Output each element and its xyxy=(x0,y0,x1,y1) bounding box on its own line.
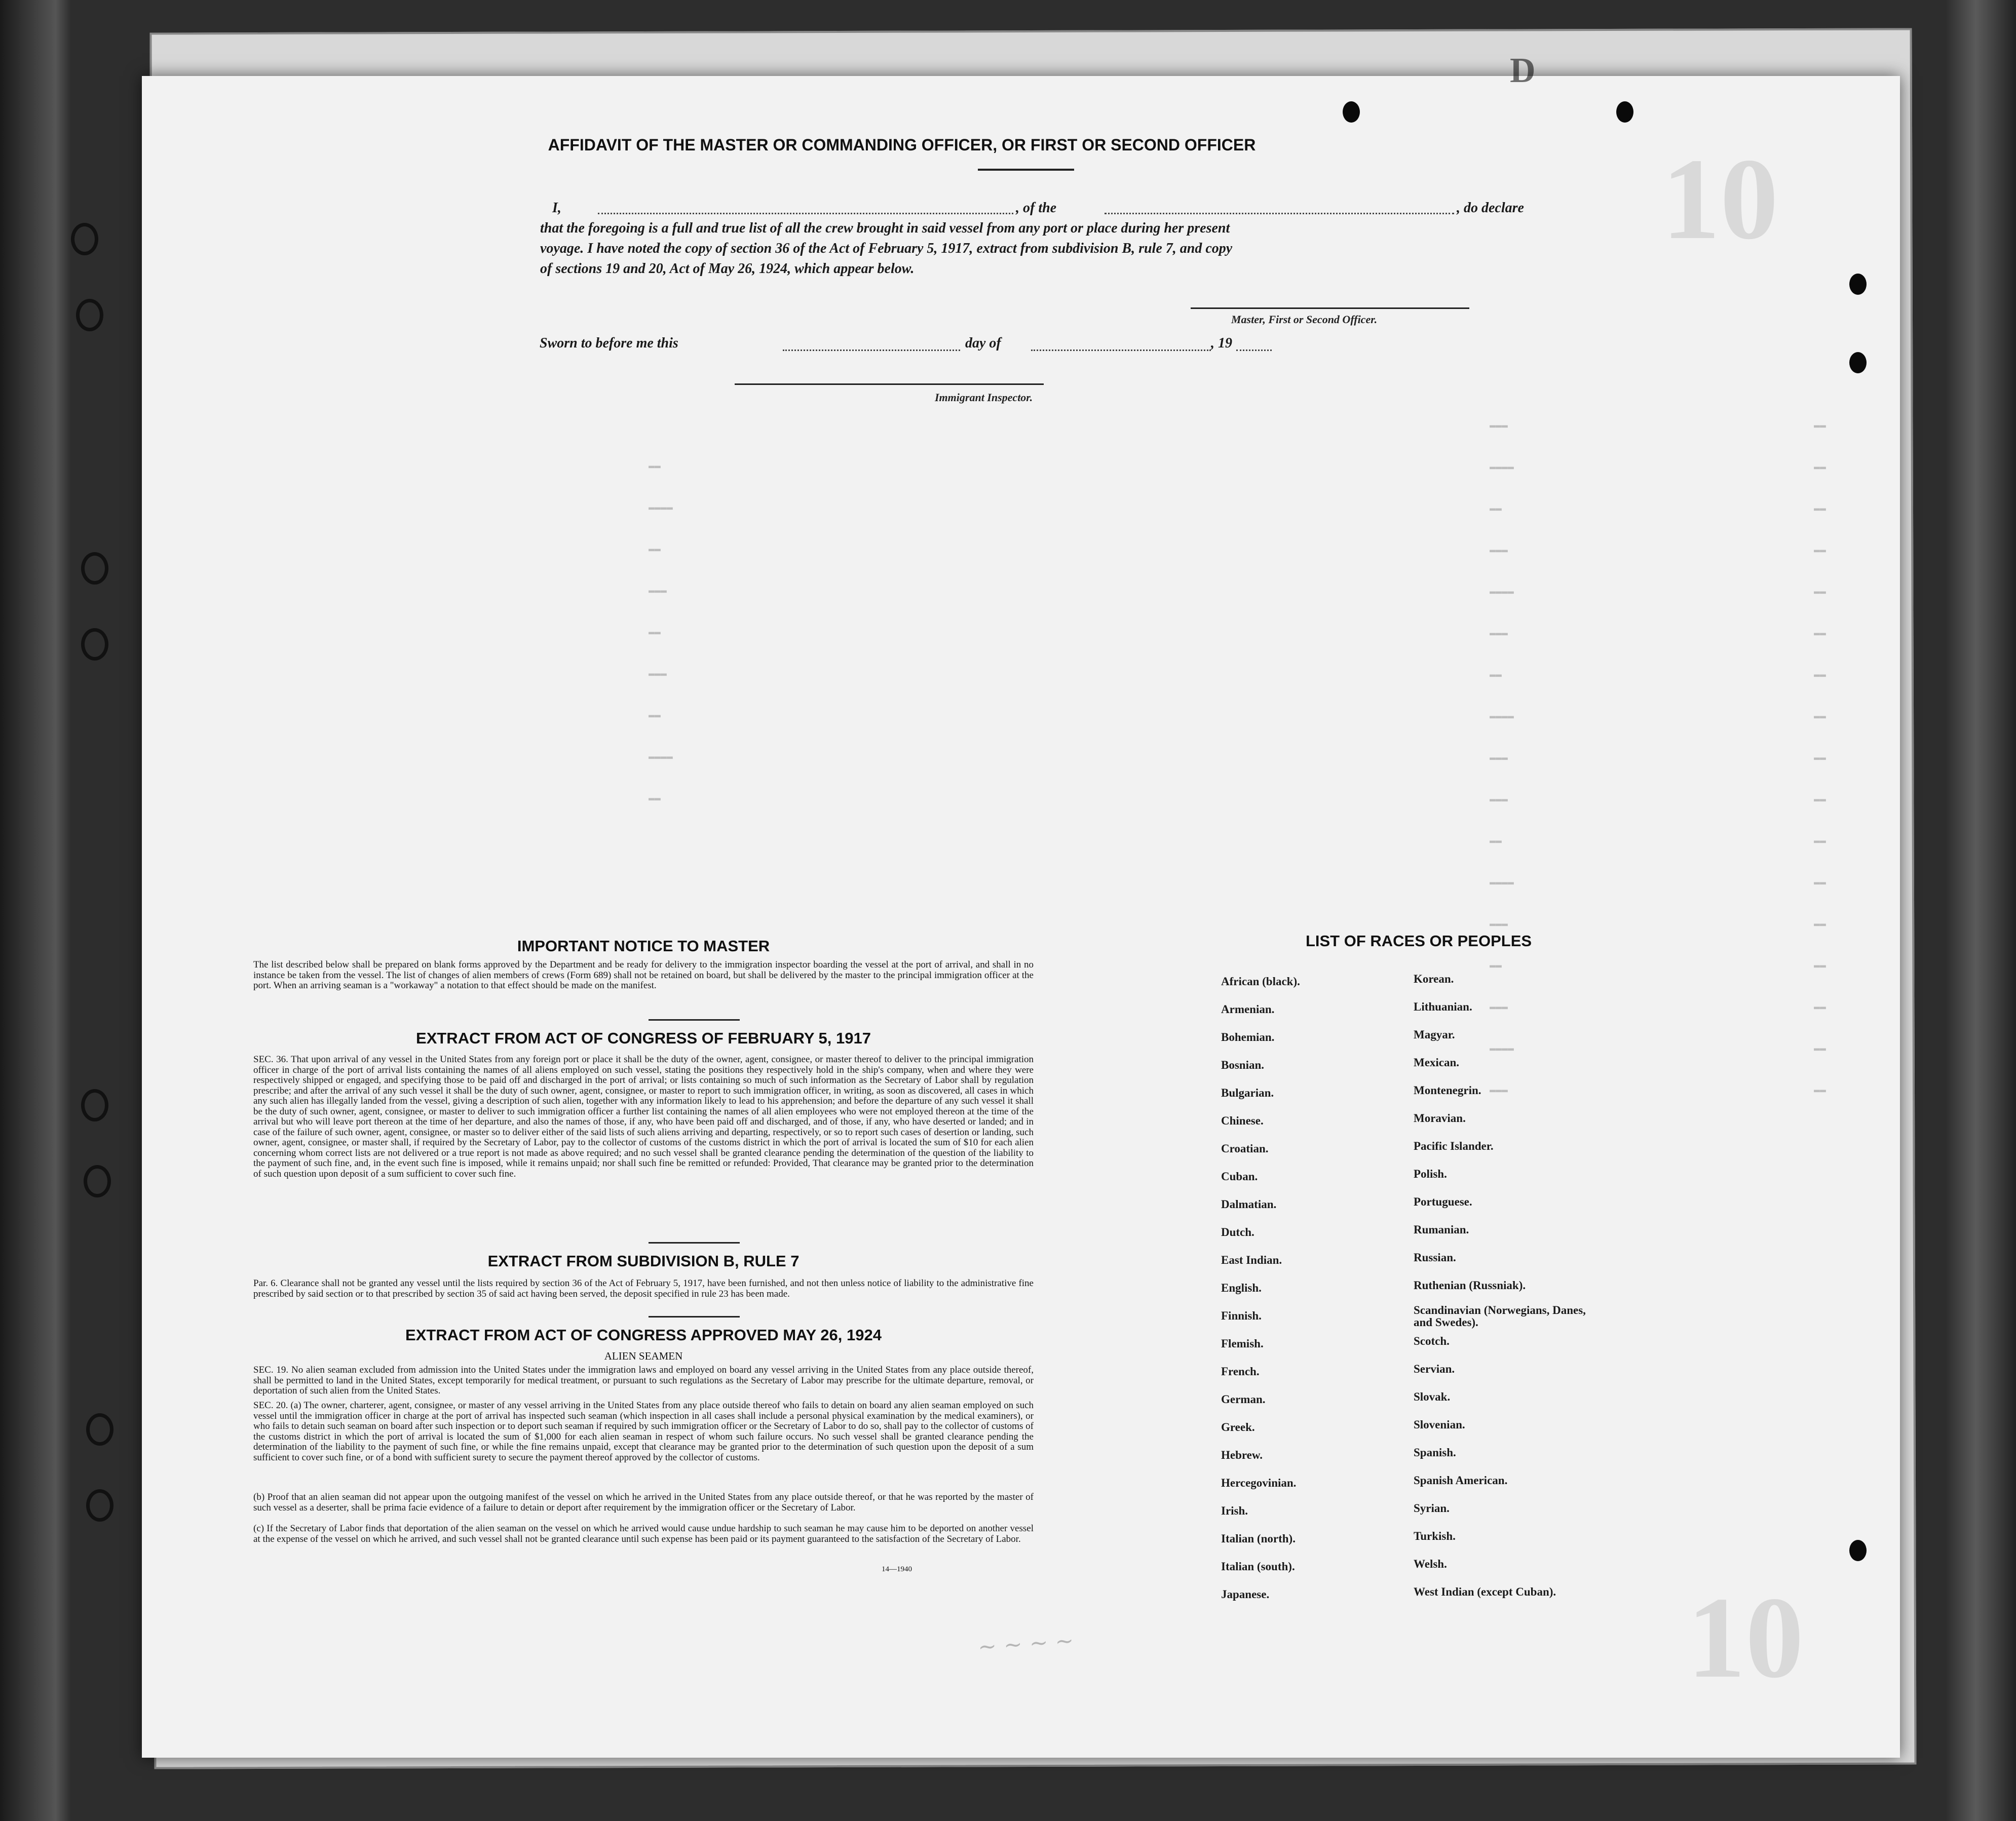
bleed-through-column: ▬▬ ▬▬▬▬ ▬▬ ▬▬▬ ▬▬ ▬▬▬ ▬▬ ▬▬▬▬ ▬▬ xyxy=(649,460,673,804)
punch-hole-icon xyxy=(1849,1540,1867,1561)
tab-letter: D xyxy=(1510,51,1536,90)
race-item: Croatian. xyxy=(1221,1142,1269,1155)
race-item: German. xyxy=(1221,1393,1266,1406)
race-item: Syrian. xyxy=(1414,1502,1450,1515)
extract-1924-sec20c: (c) If the Secretary of Labor finds that deportation of the alien seaman on the vessel on which he arrived would cause undue hardship to such seaman he may cause him to be deported on another vessel at the expense of the vessel on which he arrived, and such vessel shall not be granted clearance until such expense has been paid or its payment guaranteed to the satisfaction of the Secretary of Labor. xyxy=(253,1523,1034,1544)
inspector-signature-caption: Immigrant Inspector. xyxy=(935,391,1033,404)
race-item: French. xyxy=(1221,1365,1260,1378)
extract-1917-body: SEC. 36. That upon arrival of any vessel in the United States from any foreign port or place it shall be the duty of the owner, agent, consignee, or master thereof to deliver to the principal immigration officer in charge of the port of arrival lists containing the names of all aliens employed on such vessel, stating the positions they respectively hold in the ship's company, when and where they were respectively shipped or engaged, and specifying those to be paid off and discharged in the port of arrival; or lists containing so much of such information as the Secretary of Labor shall by regulation prescribe; and after the arrival of any such vessel it shall be the duty of such owner, agent, consignee, or master to report to such immigration officer, in writing, as soon as discovered, all cases in which any such alien has illegally landed from the vessel, giving a description of such alien, together with any information likely to lead to his apprehension; and before the departure of any such vessel it shall be the duty of such owner, agent, consignee, or master to deliver to such immigration officer a further list containing the names of all alien employees who were not employed thereon at the time of the arrival but who will leave port thereon at the time of her departure, and also the names of those, if any, who have been paid off and discharged, and of those, if any, who have deserted or landed; and in case of the failure of such owner, agent, consignee, or master so to deliver either of the said lists of such aliens arriving and departing, respectively, or so to report such cases of desertion or landing, such owner, agent, consignee, or master shall, if required by the Secretary of Labor, pay to the collector of customs of the customs district in which the port of arrival is located the sum of $10 for each alien concerning whom correct lists are not delivered or a true report is not made as above required; and no such vessel shall be granted clearance pending the determination of the question of the liability to the payment of such fine, and, in the event such fine is imposed, while it remains unpaid; nor shall such fine be remitted or refunded: Provided, That clearance may be granted prior to the determination of such question upon deposit of a sum sufficient to cover such fine. xyxy=(253,1054,1034,1179)
race-item: Montenegrin. xyxy=(1414,1084,1481,1097)
race-item: Spanish. xyxy=(1414,1446,1456,1459)
notice-title: IMPORTANT NOTICE TO MASTER xyxy=(517,937,770,955)
race-item: Dalmatian. xyxy=(1221,1198,1277,1211)
inspector-signature-line xyxy=(735,383,1044,385)
race-item: Finnish. xyxy=(1221,1309,1262,1322)
binder-ring-icon xyxy=(86,1413,113,1446)
extract-rule7-body: Par. 6. Clearance shall not be granted any vessel until the lists required by section 36 of the Act of February 5, 1917, have been furnished, and not then unless notice of liability to the administrative fine prescribed by said section or to that prescribed by section 35 of said act having been served, the deposit specified in rule 23 has been made. xyxy=(253,1278,1034,1299)
race-item: African (black). xyxy=(1221,975,1300,988)
affidavit-line-4: of sections 19 and 20, Act of May 26, 1924, which appear below. xyxy=(540,261,915,277)
extract-1924-subtitle: ALIEN SEAMEN xyxy=(604,1350,683,1362)
affidavit-title: AFFIDAVIT OF THE MASTER OR COMMANDING OFFICER, OR FIRST OR SECOND OFFICER xyxy=(548,136,1256,154)
race-item: East Indian. xyxy=(1221,1254,1282,1266)
binder-ring-icon xyxy=(86,1489,113,1522)
race-item: Moravian. xyxy=(1414,1112,1466,1125)
extract-rule7-title: EXTRACT FROM SUBDIVISION B, RULE 7 xyxy=(487,1252,800,1270)
race-item: Flemish. xyxy=(1221,1337,1264,1350)
race-item: Scandinavian (Norwegians, Danes, and Swedes). xyxy=(1414,1304,1586,1329)
document-page xyxy=(142,51,1900,1758)
notice-body: The list described below shall be prepared on blank forms approved by the Department and be ready for delivery to the immigration inspector boarding the vessel at the port of arrival, and shall in no instance be taken from the vessel. The list of changes of alien members of crews (Form 689) shall not be retained on board, but shall be delivered by the master to the principal immigration officer at the port. When an arriving seaman is a "workaway" a notation to that effect should be made on the manifest. xyxy=(253,959,1034,991)
binder-ring-icon xyxy=(81,628,108,661)
punch-hole-icon xyxy=(1343,101,1360,123)
race-item: Hercegovinian. xyxy=(1221,1477,1297,1489)
vessel-blank xyxy=(1105,213,1454,214)
separator xyxy=(649,1316,740,1318)
sworn-label: Sworn to before me this xyxy=(540,335,678,351)
race-item: West Indian (except Cuban). xyxy=(1414,1585,1556,1598)
master-signature-line xyxy=(1191,307,1469,309)
race-item: Italian (north). xyxy=(1221,1532,1296,1545)
form-code: 14—1940 xyxy=(882,1565,912,1573)
race-item: Bohemian. xyxy=(1221,1031,1275,1043)
binder-ring-icon xyxy=(71,223,98,255)
day-of-label: day of xyxy=(965,335,1001,351)
binder-ring-icon xyxy=(84,1165,111,1197)
race-item: Italian (south). xyxy=(1221,1560,1295,1573)
punch-hole-icon xyxy=(1616,101,1633,123)
sworn-month-blank xyxy=(1031,350,1211,351)
race-item: Spanish American. xyxy=(1414,1474,1508,1487)
affidavit-line-3: voyage. I have noted the copy of section 36 of the Act of February 5, 1917, extract from subdivision B, rule 7, and copy xyxy=(540,241,1233,256)
race-item: Dutch. xyxy=(1221,1226,1254,1238)
race-item: Chinese. xyxy=(1221,1114,1264,1127)
race-item: Greek. xyxy=(1221,1421,1255,1433)
binder-ring-icon xyxy=(76,299,103,331)
race-item: Korean. xyxy=(1414,973,1454,985)
extract-1924-sec20a: SEC. 20. (a) The owner, charterer, agent, consignee, or master of any vessel arriving in the United States from any place outside thereof who fails to detain on board any alien seaman employed on such vessel until the immigration officer in charge at the port of arrival has inspected such seaman (which inspection in all cases shall include a personal physical examination by the medical examiners), or who fails to detain such seaman on board after such inspection or to deport such seaman if required by such immigration officer or the Secretary of Labor to do so, shall pay to the collector of customs of the customs district in which the port of arrival is located the sum of $1,000 for each alien seaman in respect of whom such failure occurs. No such vessel shall be granted clearance pending the determination of the liability to the payment of such fine, or while the fine remains unpaid, except that clearance may be granted prior to the determination of such question upon the deposit of a sum sufficient to cover such fine, or of a bond with sufficient surety to secure the payment thereof approved by the collector of customs. xyxy=(253,1400,1034,1463)
race-item: Magyar. xyxy=(1414,1028,1455,1041)
bleed-through-column: ▬▬▬ ▬▬▬▬ ▬▬ ▬▬▬ ▬▬▬▬ ▬▬▬ ▬▬ ▬▬▬▬ ▬▬▬ ▬▬▬ ▬▬ ▬▬▬▬ ▬▬▬ ▬▬ ▬▬▬ ▬▬▬▬ ▬▬▬ xyxy=(1490,420,1514,1096)
separator xyxy=(649,1242,740,1244)
race-item: Armenian. xyxy=(1221,1003,1275,1016)
race-item: Slovak. xyxy=(1414,1390,1451,1403)
ghost-number-bottom: 10 xyxy=(1687,1573,1804,1702)
sworn-day-blank xyxy=(783,350,960,351)
bleed-through-column: ▬▬ ▬▬ ▬▬ ▬▬ ▬▬ ▬▬ ▬▬ ▬▬ ▬▬ ▬▬ ▬▬ ▬▬ ▬▬ ▬▬ ▬▬ ▬▬ ▬▬ xyxy=(1814,420,1827,1096)
affidavit-line-2: that the foregoing is a full and true list of all the crew brought in said vessel from any port or place during her present xyxy=(540,220,1230,236)
of-the-label: , of the xyxy=(1016,200,1057,216)
extract-1917-title: EXTRACT FROM ACT OF CONGRESS OF FEBRUARY 5, 1917 xyxy=(416,1029,871,1047)
race-item: Mexican. xyxy=(1414,1056,1460,1069)
binder-ring-icon xyxy=(81,1089,108,1121)
race-item: Rumanian. xyxy=(1414,1223,1469,1236)
race-item: Lithuanian. xyxy=(1414,1000,1472,1013)
extract-1924-sec20b: (b) Proof that an alien seaman did not appear upon the outgoing manifest of the vessel on which he arrived in the United States from any place outside thereof, or that he was reported by the master of such vessel as a deserter, shall be prima facie evidence of a failure to detain or deport after requirement by the immigration officer or the Secretary of Labor. xyxy=(253,1492,1034,1513)
year-prefix-label: , 19 xyxy=(1211,335,1232,351)
separator xyxy=(649,1019,740,1021)
race-item: Cuban. xyxy=(1221,1170,1258,1183)
race-item: Servian. xyxy=(1414,1363,1455,1375)
race-item: Hebrew. xyxy=(1221,1449,1263,1461)
race-item: Scotch. xyxy=(1414,1335,1450,1347)
affidavit-i-label: I, xyxy=(552,200,561,216)
race-item: Portuguese. xyxy=(1414,1195,1472,1208)
master-signature-caption: Master, First or Second Officer. xyxy=(1231,313,1378,326)
race-item: Bulgarian. xyxy=(1221,1087,1274,1099)
race-item: Turkish. xyxy=(1414,1530,1456,1542)
punch-hole-icon xyxy=(1849,352,1867,373)
faint-handwriting: ~ ~ ~ ~ xyxy=(977,1628,1075,1660)
race-item: Slovenian. xyxy=(1414,1418,1465,1431)
races-title: LIST OF RACES OR PEOPLES xyxy=(1305,932,1532,950)
race-item: Polish. xyxy=(1414,1168,1447,1180)
binder-ring-icon xyxy=(81,552,108,585)
extract-1924-title: EXTRACT FROM ACT OF CONGRESS APPROVED MAY 26, 1924 xyxy=(405,1326,882,1344)
race-item: Japanese. xyxy=(1221,1588,1270,1601)
sworn-year-blank xyxy=(1236,350,1272,351)
race-item: Russian. xyxy=(1414,1251,1456,1264)
ghost-number-top: 10 xyxy=(1662,134,1778,263)
title-underline xyxy=(978,169,1074,171)
name-blank xyxy=(598,213,1013,214)
race-item: Pacific Islander. xyxy=(1414,1140,1494,1152)
race-item: Irish. xyxy=(1221,1504,1248,1517)
race-item: English. xyxy=(1221,1282,1262,1294)
race-item: Bosnian. xyxy=(1221,1059,1265,1071)
race-item: Welsh. xyxy=(1414,1558,1447,1570)
punch-hole-icon xyxy=(1849,274,1867,295)
extract-1924-sec19: SEC. 19. No alien seaman excluded from admission into the United States under the immigration laws and employed on board any vessel arriving in the United States from any place outside thereof, shall be permitted to land in the United States, except temporarily for medical treatment, or pursuant to such regulations as the Secretary of Labor may prescribe for the ultimate departure, removal, or deportation of such alien from the United States. xyxy=(253,1365,1034,1396)
race-item: Ruthenian (Russniak). xyxy=(1414,1279,1526,1292)
do-declare-label: , do declare xyxy=(1457,200,1524,216)
